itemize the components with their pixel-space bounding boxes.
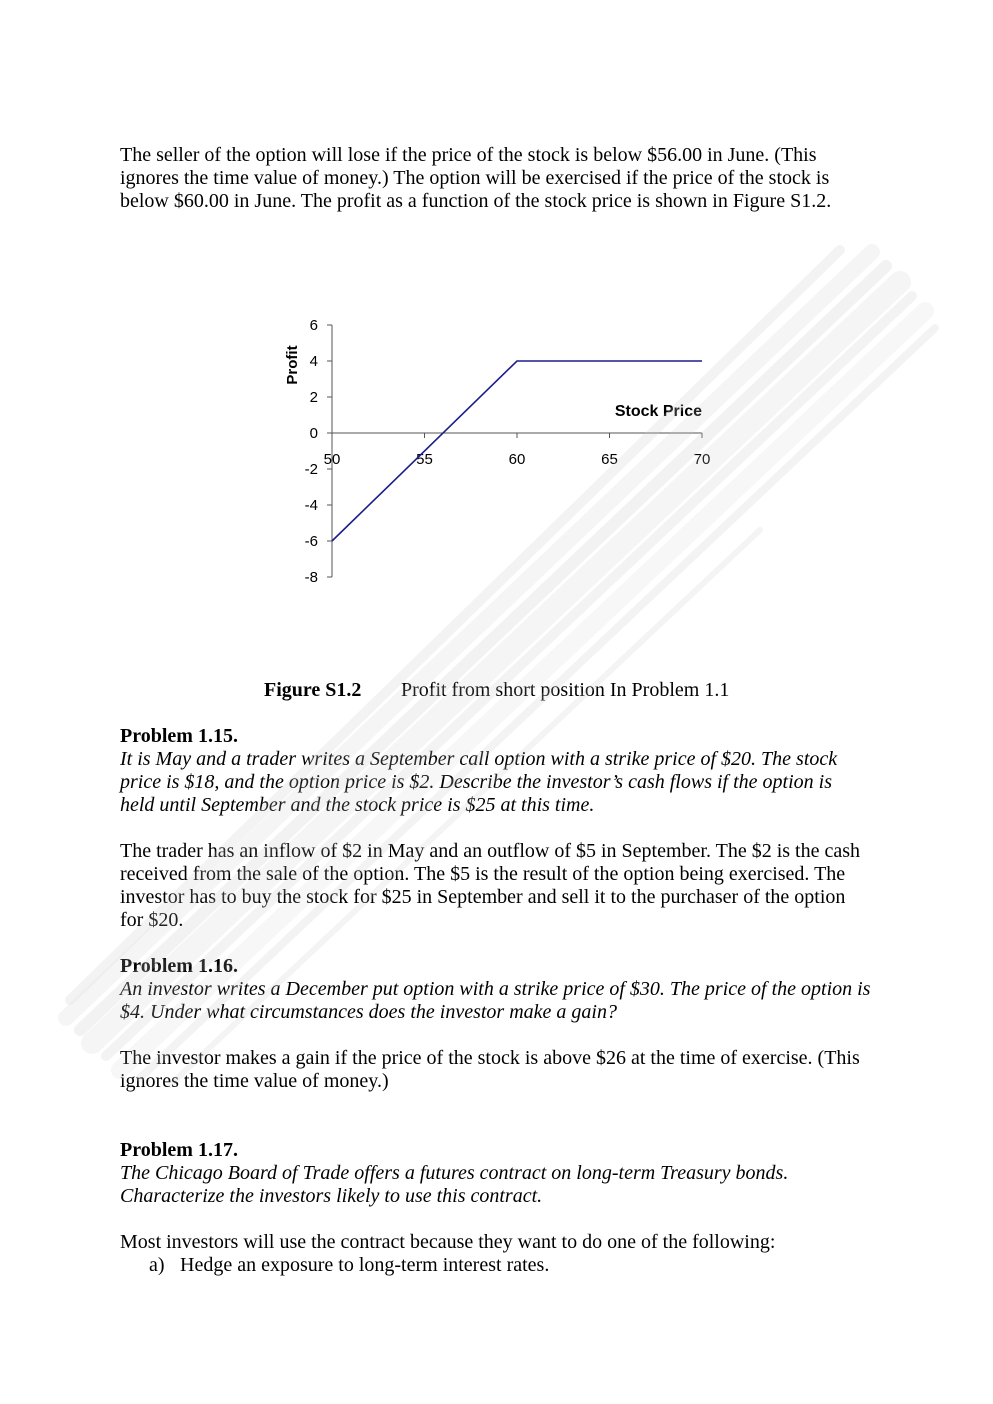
x-tick-label: 60 [508,451,526,468]
answer-line: investor has to buy the stock for $25 in September and sell it to the purchaser of the option [120,886,846,908]
question-line: $4. Under what circumstances does the investor make a gain? [120,1001,617,1023]
y-tick-label: -2 [304,461,318,478]
y-tick-label: 6 [309,317,318,334]
intro-paragraph [120,144,831,213]
x-tick-label: 55 [416,451,433,468]
problem-heading: Problem 1.16. [120,955,238,977]
answer-line: Most investors will use the contract because they want to do one of the following: [120,1231,776,1253]
problem-1-17-question [120,1139,788,1208]
y-axis-label: Profit [284,345,301,385]
y-tick-label: -8 [304,569,318,586]
answer-line: The trader has an inflow of $2 in May and an outflow of $5 in September. The $2 is the cash [120,840,861,862]
list-marker: a) [149,1254,165,1276]
x-tick-label: 65 [601,451,618,468]
list-item [120,1254,775,1277]
question-line: An investor writes a December put option with a strike price of $30. The price of the option is [120,978,871,1000]
problem-1-16-question [120,955,870,1024]
answer-line: received from the sale of the option. The $5 is the result of the option being exercised. The [120,863,846,885]
question-line: held until September and the stock price is $25 at this time. [120,794,595,816]
x-tick-label: 70 [693,451,711,468]
question-line: It is May and a trader writes a September call option with a strike price of $20. The stock [120,748,838,770]
problem-1-15-question [120,725,837,817]
figure-caption: Profit from short position In Problem 1.1 [401,679,730,701]
question-line: Characterize the investors likely to use this contract. [120,1185,543,1207]
y-tick-label: -4 [304,497,318,514]
figure-label: Figure S1.2 [264,679,362,701]
answer-line: for $20. [120,909,184,931]
problem-1-17-answer [120,1231,775,1277]
question-line: price is $18, and the option price is $2. Describe the investor’s cash flows if the option is [120,771,832,793]
answer-line: The investor makes a gain if the price of the stock is above $26 at the time of exercise. (This [120,1047,860,1069]
list-item-text: Hedge an exposure to long-term interest rates. [180,1254,550,1276]
x-tick-label: 50 [323,451,341,468]
text-line: The seller of the option will lose if the price of the stock is below $56.00 in June. (This [120,144,817,166]
y-tick-label: 0 [309,425,318,442]
profit-chart [270,305,720,595]
y-tick-label: -6 [304,533,318,550]
text-line: ignores the time value of money.) The option will be exercised if the price of the stock is [120,167,830,189]
text-line: below $60.00 in June. The profit as a function of the stock price is shown in Figure S1.2. [120,190,832,212]
y-tick-label: 2 [309,389,318,406]
problem-1-16-answer [120,1047,860,1093]
problem-1-15-answer [120,840,860,932]
x-axis-label: Stock Price [614,403,702,420]
question-line: The Chicago Board of Trade offers a futures contract on long-term Treasury bonds. [120,1162,789,1184]
y-tick-label: 4 [309,353,318,370]
answer-line: ignores the time value of money.) [120,1070,389,1092]
problem-heading: Problem 1.15. [120,725,238,747]
problem-heading: Problem 1.17. [120,1139,238,1161]
